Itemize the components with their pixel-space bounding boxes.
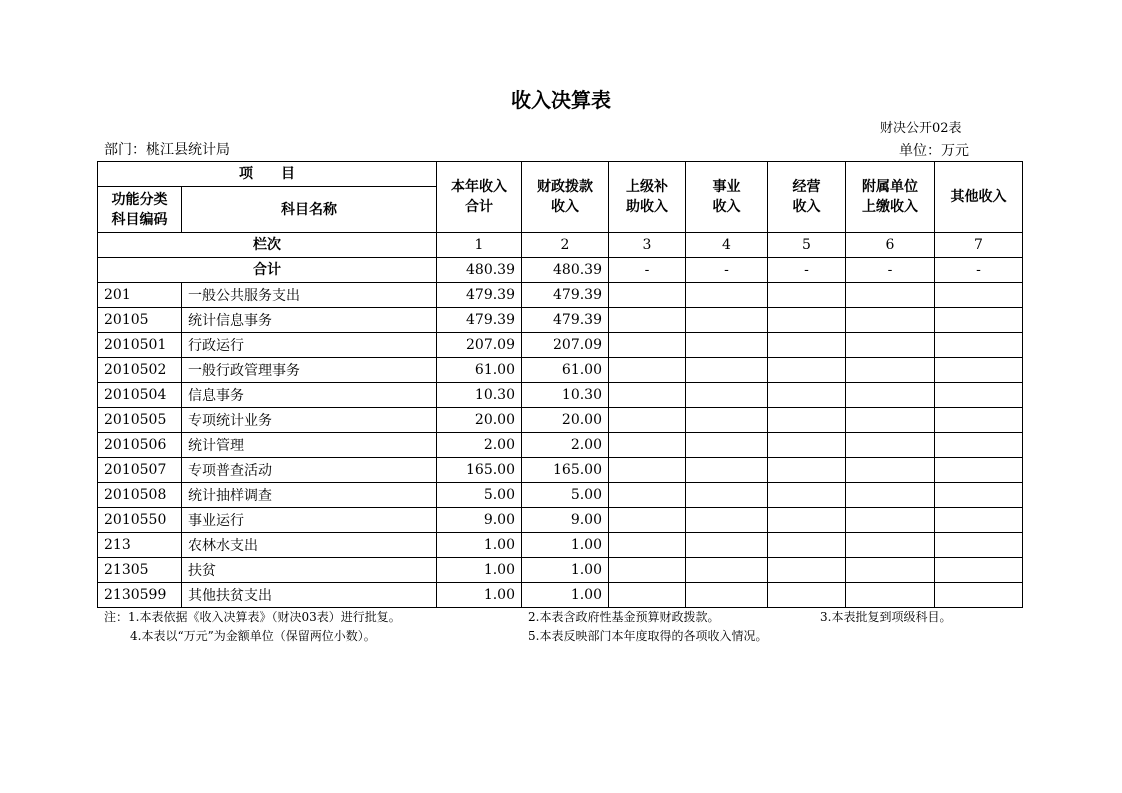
table-row [98, 408, 1023, 433]
row-fiscal: 10.30 [522, 383, 609, 408]
row-empty-cell [935, 458, 1023, 483]
row-fiscal: 165.00 [522, 458, 609, 483]
row-total: 479.39 [437, 308, 522, 333]
row-name: 事业运行 [182, 508, 437, 533]
row-empty-cell [686, 358, 768, 383]
row-empty-cell [935, 558, 1023, 583]
row-empty-cell [686, 458, 768, 483]
row-empty-cell [686, 308, 768, 333]
unit-label: 单位：万元 [899, 143, 969, 159]
table-row [98, 583, 1023, 608]
row-empty-cell [686, 483, 768, 508]
row-empty-cell [609, 358, 686, 383]
table-row [98, 308, 1023, 333]
row-total: 1.00 [437, 533, 522, 558]
row-empty-cell [609, 583, 686, 608]
row-fiscal: 1.00 [522, 533, 609, 558]
row-empty-cell [846, 483, 935, 508]
row-empty-cell [935, 408, 1023, 433]
row-name: 专项普查活动 [182, 458, 437, 483]
row-empty-cell [686, 408, 768, 433]
row-name: 农林水支出 [182, 533, 437, 558]
row-empty-cell [609, 383, 686, 408]
row-total: 1.00 [437, 583, 522, 608]
row-empty-cell [846, 433, 935, 458]
row-empty-cell [609, 333, 686, 358]
row-fiscal: 1.00 [522, 583, 609, 608]
row-empty-cell [935, 283, 1023, 308]
table-header [98, 162, 1023, 283]
col-header-business: 事业 收入 [686, 162, 768, 233]
total-label: 合计 [98, 258, 437, 283]
total-value: - [609, 258, 686, 283]
note-5: 5.本表反映部门本年度取得的各项收入情况。 [528, 629, 768, 643]
row-code: 2010501 [98, 333, 182, 358]
table-row [98, 358, 1023, 383]
row-name: 信息事务 [182, 383, 437, 408]
row-name: 统计抽样调查 [182, 483, 437, 508]
department-label: 部门：桃江县统计局 [104, 142, 230, 158]
row-fiscal: 207.09 [522, 333, 609, 358]
row-empty-cell [846, 533, 935, 558]
row-empty-cell [768, 483, 846, 508]
row-empty-cell [686, 533, 768, 558]
row-empty-cell [609, 458, 686, 483]
row-empty-cell [846, 308, 935, 333]
row-fiscal: 9.00 [522, 508, 609, 533]
col-header-affiliated: 附属单位 上缴收入 [846, 162, 935, 233]
row-name: 统计信息事务 [182, 308, 437, 333]
note-3: 3.本表批复到项级科目。 [820, 610, 952, 624]
form-number: 财决公开02表 [880, 121, 962, 136]
table-row [98, 383, 1023, 408]
col-header-subsidy: 上级补 助收入 [609, 162, 686, 233]
row-empty-cell [935, 583, 1023, 608]
total-value: - [768, 258, 846, 283]
table-row [98, 333, 1023, 358]
row-empty-cell [846, 408, 935, 433]
row-empty-cell [768, 408, 846, 433]
row-fiscal: 1.00 [522, 558, 609, 583]
row-empty-cell [935, 383, 1023, 408]
table-row [98, 433, 1023, 458]
row-fiscal: 2.00 [522, 433, 609, 458]
row-total: 165.00 [437, 458, 522, 483]
row-code: 2010508 [98, 483, 182, 508]
row-empty-cell [686, 283, 768, 308]
row-code: 2010502 [98, 358, 182, 383]
row-empty-cell [609, 533, 686, 558]
table-row [98, 533, 1023, 558]
row-name: 一般公共服务支出 [182, 283, 437, 308]
row-empty-cell [768, 433, 846, 458]
row-code: 213 [98, 533, 182, 558]
row-empty-cell [768, 558, 846, 583]
total-value: - [686, 258, 768, 283]
row-total: 1.00 [437, 558, 522, 583]
row-empty-cell [686, 583, 768, 608]
row-code: 20105 [98, 308, 182, 333]
income-table [97, 161, 1023, 608]
row-empty-cell [846, 583, 935, 608]
col-header-other: 其他收入 [935, 162, 1023, 233]
row-fiscal: 479.39 [522, 283, 609, 308]
row-code: 2010507 [98, 458, 182, 483]
row-empty-cell [609, 433, 686, 458]
row-total: 61.00 [437, 358, 522, 383]
table-row [98, 458, 1023, 483]
row-total: 2.00 [437, 433, 522, 458]
row-empty-cell [768, 508, 846, 533]
row-empty-cell [686, 558, 768, 583]
row-empty-cell [768, 333, 846, 358]
total-value: 480.39 [522, 258, 609, 283]
lanci-num: 2 [522, 233, 609, 258]
func-code-header: 功能分类 科目编码 [98, 187, 182, 233]
lanci-num: 6 [846, 233, 935, 258]
table-row [98, 483, 1023, 508]
row-empty-cell [935, 533, 1023, 558]
row-empty-cell [686, 333, 768, 358]
row-empty-cell [686, 508, 768, 533]
row-fiscal: 20.00 [522, 408, 609, 433]
table-row [98, 508, 1023, 533]
note-2: 2.本表含政府性基金预算财政拨款。 [528, 610, 720, 624]
row-empty-cell [686, 433, 768, 458]
row-empty-cell [846, 333, 935, 358]
col-header-operation: 经营 收入 [768, 162, 846, 233]
row-empty-cell [846, 283, 935, 308]
row-name: 行政运行 [182, 333, 437, 358]
row-name: 统计管理 [182, 433, 437, 458]
lanci-label: 栏次 [98, 233, 437, 258]
total-value: 480.39 [437, 258, 522, 283]
row-total: 9.00 [437, 508, 522, 533]
row-code: 2010506 [98, 433, 182, 458]
row-total: 207.09 [437, 333, 522, 358]
row-empty-cell [609, 408, 686, 433]
col-header-total: 本年收入 合计 [437, 162, 522, 233]
row-empty-cell [846, 383, 935, 408]
lanci-num: 4 [686, 233, 768, 258]
row-empty-cell [609, 508, 686, 533]
row-empty-cell [935, 483, 1023, 508]
row-empty-cell [935, 508, 1023, 533]
lanci-row [98, 233, 1023, 258]
row-fiscal: 61.00 [522, 358, 609, 383]
row-code: 2010550 [98, 508, 182, 533]
row-empty-cell [768, 283, 846, 308]
page-title: 收入决算表 [511, 88, 611, 112]
row-code: 2010504 [98, 383, 182, 408]
row-total: 10.30 [437, 383, 522, 408]
row-code: 2010505 [98, 408, 182, 433]
row-name: 其他扶贫支出 [182, 583, 437, 608]
row-code: 21305 [98, 558, 182, 583]
total-row [98, 258, 1023, 283]
row-name: 专项统计业务 [182, 408, 437, 433]
total-value: - [846, 258, 935, 283]
row-empty-cell [768, 308, 846, 333]
row-empty-cell [768, 583, 846, 608]
row-name: 一般行政管理事务 [182, 358, 437, 383]
table-row [98, 283, 1023, 308]
note-1: 注：1.本表依据《收入决算表》（财决03表）进行批复。 [104, 610, 401, 624]
row-empty-cell [609, 483, 686, 508]
row-empty-cell [846, 458, 935, 483]
row-empty-cell [846, 508, 935, 533]
subject-name-header: 科目名称 [182, 187, 437, 233]
row-empty-cell [768, 533, 846, 558]
row-empty-cell [935, 433, 1023, 458]
row-empty-cell [935, 308, 1023, 333]
lanci-num: 1 [437, 233, 522, 258]
row-total: 20.00 [437, 408, 522, 433]
lanci-num: 5 [768, 233, 846, 258]
row-empty-cell [686, 383, 768, 408]
row-empty-cell [846, 558, 935, 583]
row-name: 扶贫 [182, 558, 437, 583]
table-row [98, 558, 1023, 583]
row-empty-cell [935, 333, 1023, 358]
row-empty-cell [768, 458, 846, 483]
row-empty-cell [609, 283, 686, 308]
row-code: 201 [98, 283, 182, 308]
table-body [98, 283, 1023, 608]
row-empty-cell [768, 383, 846, 408]
row-fiscal: 5.00 [522, 483, 609, 508]
note-4: 4.本表以“万元”为金额单位（保留两位小数）。 [130, 629, 376, 643]
total-value: - [935, 258, 1023, 283]
row-empty-cell [609, 558, 686, 583]
lanci-num: 7 [935, 233, 1023, 258]
row-empty-cell [768, 358, 846, 383]
row-empty-cell [846, 358, 935, 383]
row-empty-cell [609, 308, 686, 333]
row-empty-cell [935, 358, 1023, 383]
row-code: 2130599 [98, 583, 182, 608]
row-total: 5.00 [437, 483, 522, 508]
project-header: 项 目 [98, 162, 437, 187]
lanci-num: 3 [609, 233, 686, 258]
col-header-fiscal: 财政拨款 收入 [522, 162, 609, 233]
row-fiscal: 479.39 [522, 308, 609, 333]
row-total: 479.39 [437, 283, 522, 308]
